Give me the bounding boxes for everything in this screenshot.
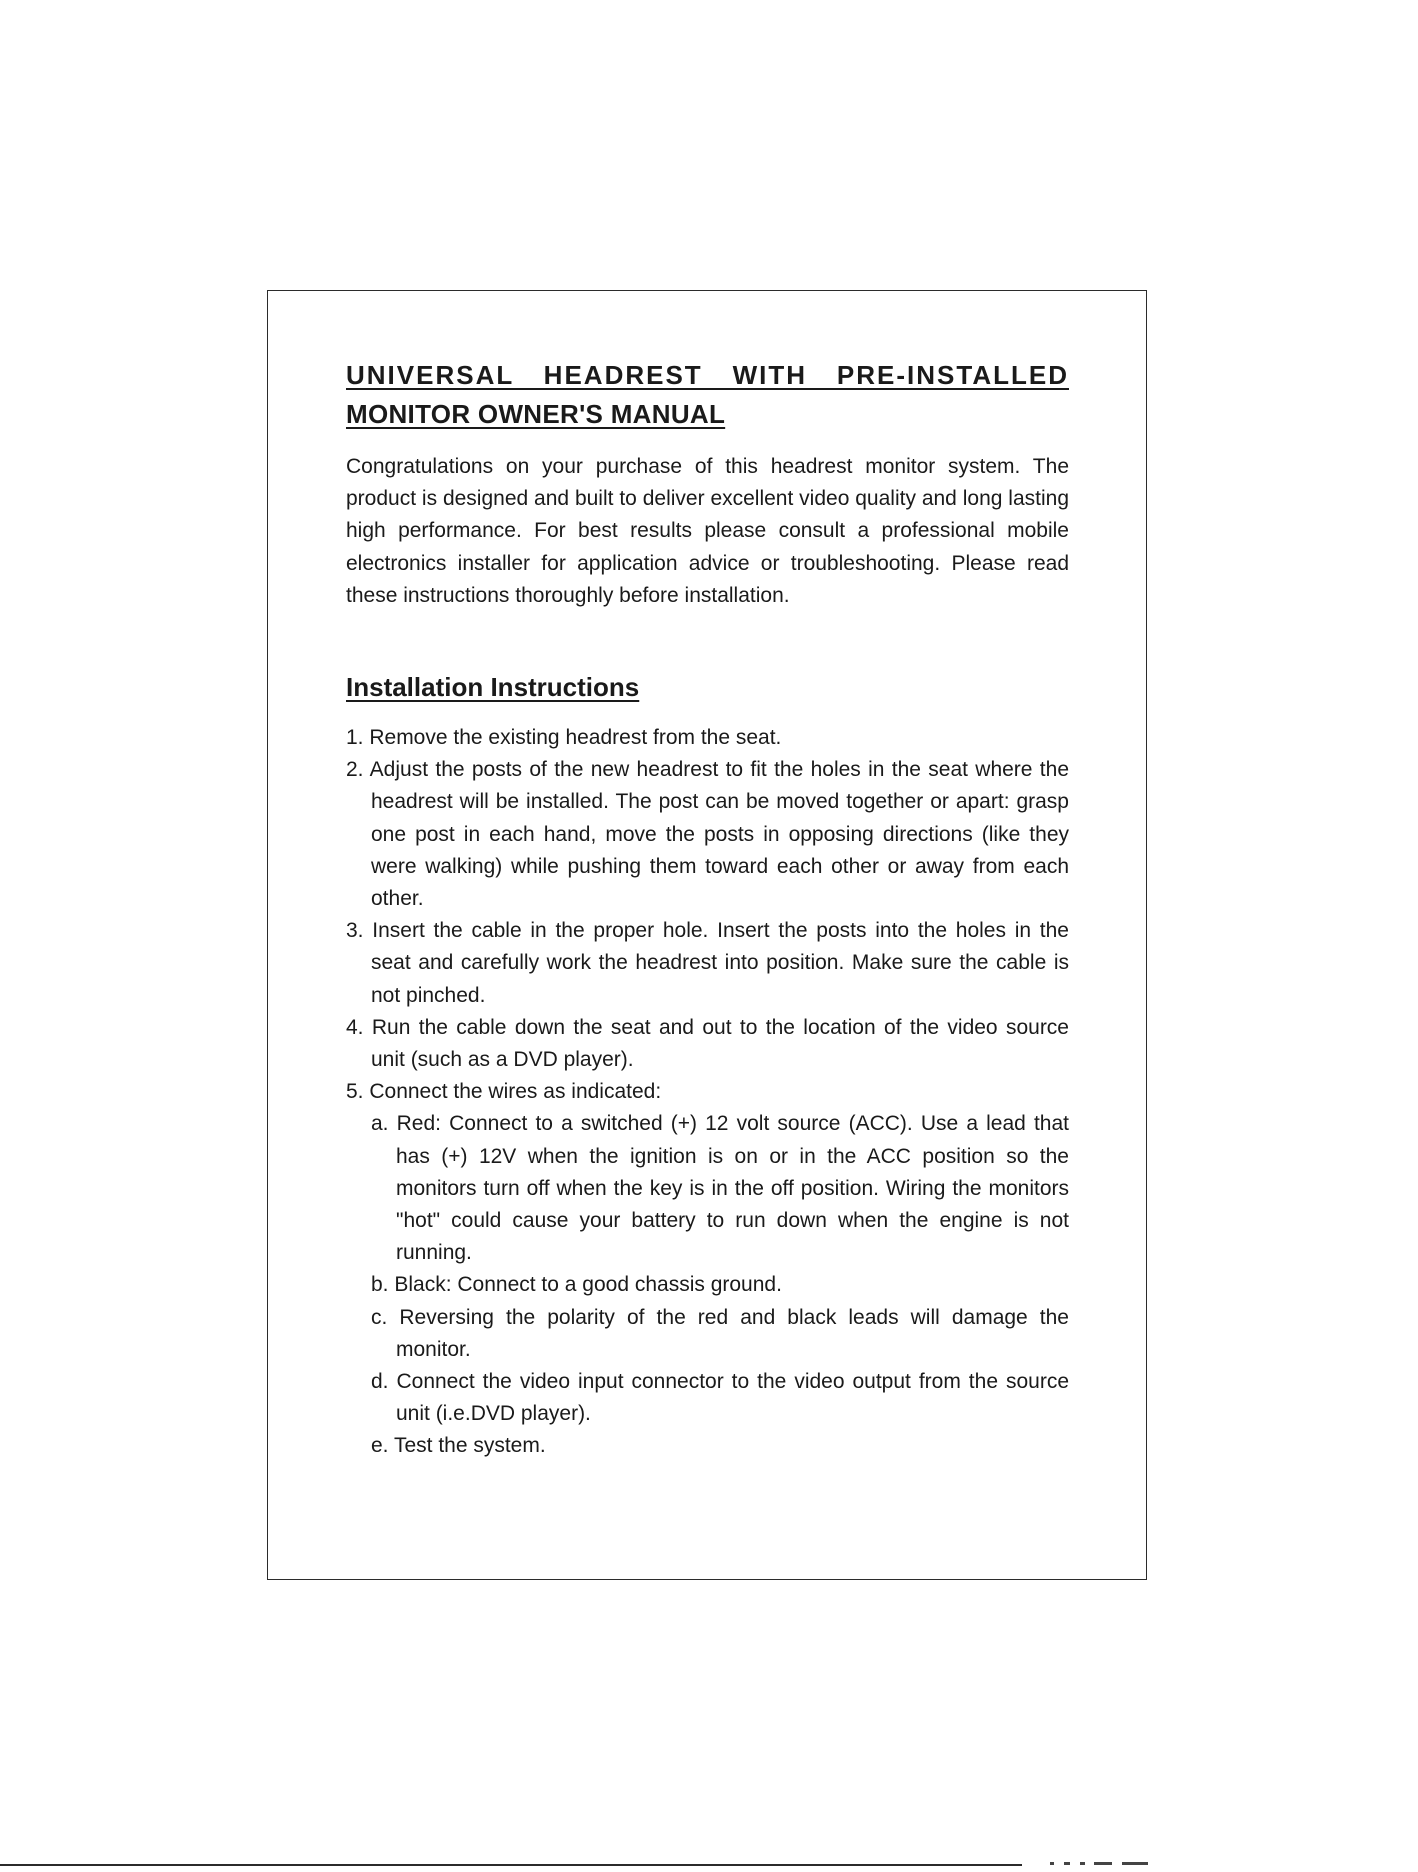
manual-title-line-2: MONITOR OWNER'S MANUAL bbox=[346, 399, 726, 429]
manual-title-line-1: UNIVERSAL HEADREST WITH PRE-INSTALLED bbox=[346, 360, 1069, 390]
installation-heading: Installation Instructions bbox=[346, 672, 640, 703]
substep-a: a. Red: Connect to a switched (+) 12 volt source (ACC). Use a lead that has (+) 12V when the ignition is on or in the ACC position so the monitors turn off when the key is in the off position. Wiring the monitors "hot" could cause your battery to run down when the engine is not running. bbox=[371, 1112, 1069, 1265]
bottom-edge-rule bbox=[0, 1864, 1022, 1866]
scan-edge-marks bbox=[1050, 1862, 1180, 1866]
substep-d: d. Connect the video input connector to the video output from the source unit (i.e.DVD player). bbox=[371, 1370, 1069, 1426]
substep-e: e. Test the system. bbox=[371, 1434, 546, 1458]
step-2: 2. Adjust the posts of the new headrest to fit the holes in the seat where the headrest will be installed. The post can be moved together or apart: grasp one post in each hand, move the posts in opposing directions (like they were walking) while pushing them toward each other or away from each other. bbox=[346, 758, 1069, 911]
substep-b: b. Black: Connect to a good chassis ground. bbox=[371, 1273, 782, 1297]
step-5-wrapper bbox=[346, 1076, 1069, 1462]
step-4: 4. Run the cable down the seat and out to the location of the video source unit (such as a DVD player). bbox=[346, 1015, 1069, 1072]
wiring-substeps-list bbox=[371, 1108, 1069, 1462]
step-1: 1. Remove the existing headrest from the seat. bbox=[346, 726, 782, 750]
step-3: 3. Insert the cable in the proper hole. Insert the posts into the holes in the seat and carefully work the headrest into position. Make sure the cable is not pinched. bbox=[346, 919, 1069, 1007]
manual-content bbox=[346, 356, 1069, 1463]
substep-c: c. Reversing the polarity of the red and black leads will damage the monitor. bbox=[371, 1305, 1069, 1361]
installation-steps-list bbox=[346, 722, 1069, 1463]
step-5: 5. Connect the wires as indicated: bbox=[346, 1080, 662, 1104]
intro-paragraph: Congratulations on your purchase of this headrest monitor system. The product is designed and built to deliver excellent video quality and long lasting high performance. For best results please consult a professional mobile electronics installer for application advice or troubleshooting. Please read these instructions thoroughly before installation. bbox=[346, 455, 1069, 607]
manual-title bbox=[346, 356, 1069, 434]
